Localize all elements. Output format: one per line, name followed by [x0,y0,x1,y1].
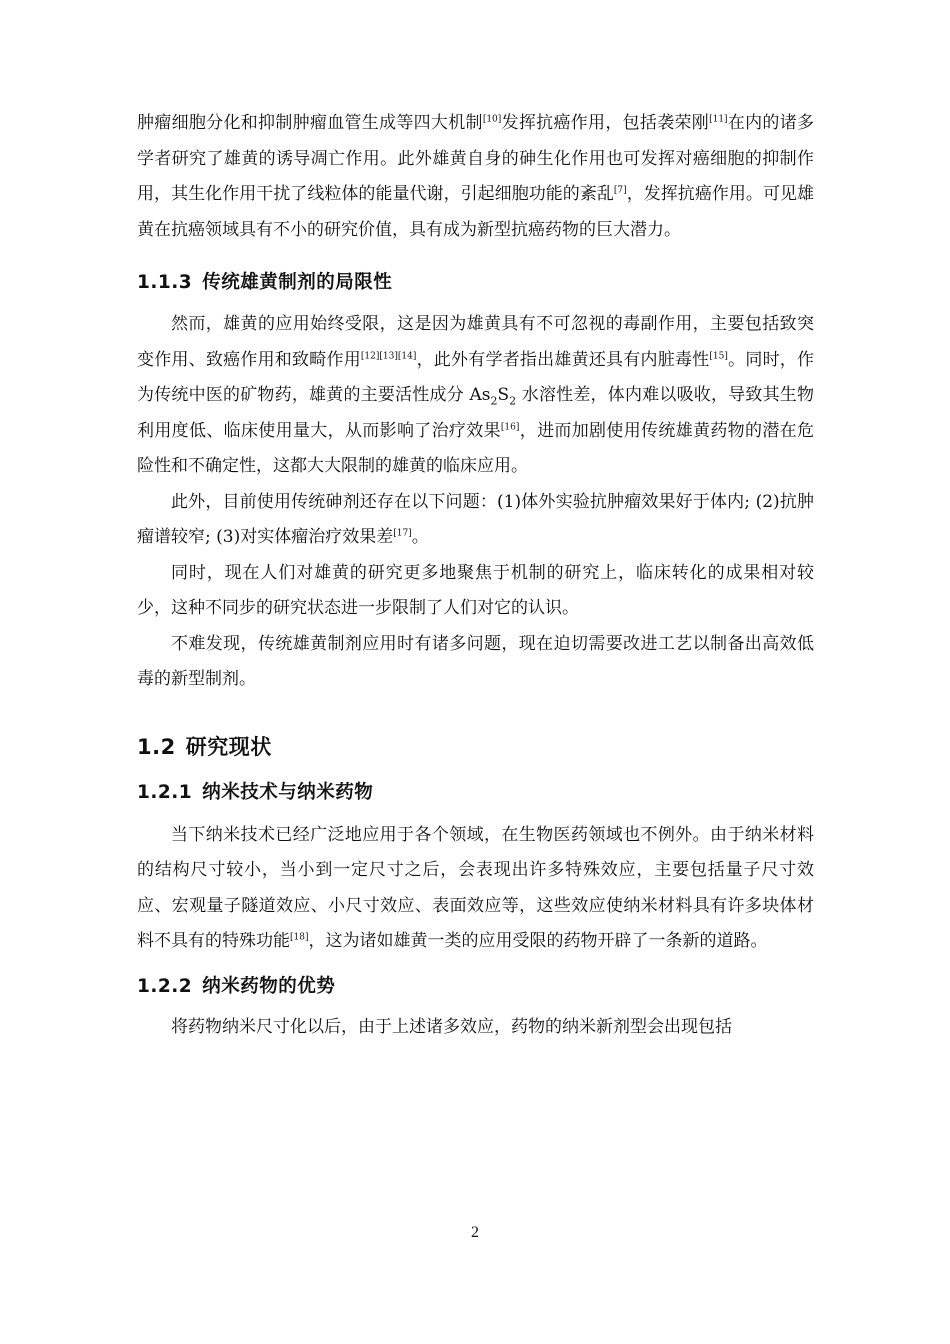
section-heading-1-1-3 [137,268,814,298]
section-number: 1.2 [137,734,176,759]
citation-ref: [17] [393,528,412,539]
citation-ref: [15] [709,350,728,361]
citation-ref: [10] [482,114,502,125]
paragraph-nano-advantages: 将药物纳米尺寸化以后，由于上述诸多效应，药物的纳米新剂型会出现包括 [171,1016,732,1037]
text-run: ，进而加剧使用传统雄黄药物的潜在危险性和不确定性，这都大大限制的雄黄的临床应用。 [137,420,815,476]
citation-ref: [12][13][14] [360,350,417,361]
text-run: 。同时，作为传统中医的矿物药，雄黄的主要活性成分 As [137,349,815,405]
citation-ref: [11] [709,114,728,125]
text-run: 此外，目前使用传统砷剂还存在以下问题：(1)体外实验抗肿瘤效果好于体内; (2)抗肿瘤谱较窄; (3)对实体瘤治疗效果差 [137,491,814,547]
section-number: 1.2.1 [137,781,193,803]
page-number: 2 [471,1224,479,1241]
text-run: S [497,385,510,405]
paragraph-research-status: 同时，现在人们对雄黄的研究更多地聚焦于机制的研究上，临床转化的成果相对较少，这种不同步的研究状态进一步限制了人们对它的认识。 [137,562,814,618]
subscript: 2 [490,394,498,408]
page-content [137,106,814,1045]
section-title: 纳米药物的优势 [202,975,336,997]
text-run: ，此外有学者指出雄黄还具有内脏毒性 [416,349,710,370]
text-run: 当下纳米技术已经广泛地应用于各个领域，在生物医药领域也不例外。由于纳米材料的结构尺寸较小，当小到一定尺寸之后，会表现出许多特殊效应，主要包括量子尺寸效应、宏观量子隧道效应、小尺寸效应、表面效应等，这些效应使纳米材料具有许多块体材料不具有的特殊功能 [137,824,814,951]
section-heading-1-2 [137,732,814,762]
paragraph-anticancer-mechanism [137,106,814,248]
text-run: 水溶性差，体内难以吸收，导致其生物利用度低、临床使用量大，从而影响了治疗效果 [137,385,815,441]
citation-ref: [7] [613,185,627,196]
section-title: 传统雄黄制剂的局限性 [202,272,393,293]
section-number: 1.2.2 [137,975,193,997]
paragraph-arsenic-problems [137,485,814,556]
citation-ref: [16] [500,421,520,432]
section-heading-1-2-2 [137,972,814,1002]
section-heading-1-2-1 [137,778,814,808]
section-title: 纳米技术与纳米药物 [202,781,374,803]
text-run: ，这为诸如雄黄一类的应用受限的药物开辟了一条新的道路。 [308,931,768,951]
section-title: 研究现状 [185,734,272,759]
text-run: 肿瘤细胞分化和抑制肿瘤血管生成等四大机制 [137,113,483,133]
text-run: 。 [411,527,429,547]
text-run: 在内的诸多学者研究了雄黄的诱导凋亡作用。此外雄黄自身的砷生化作用也可发挥对癌细胞的抑制作用，其生化作用干扰了线粒体的能量代谢，引起细胞功能的紊乱 [137,113,815,204]
section-number: 1.1.3 [137,272,193,293]
paragraph-nanotech [137,818,814,960]
paragraph-limitations [137,307,814,485]
citation-ref: [18] [290,932,309,943]
text-run: 然而，雄黄的应用始终受限，这是因为雄黄具有不可忽视的毒副作用，主要包括致突变作用、致癌作用和致畸作用 [137,314,814,370]
subscript: 2 [509,394,517,408]
text-run: ，发挥抗癌作用。可见雄黄在抗癌领域具有不小的研究价值，具有成为新型抗癌药物的巨大潜力。 [137,184,815,240]
paragraph-conclusion: 不难发现，传统雄黄制剂应用时有诸多问题，现在迫切需要改进工艺以制备出高效低毒的新型制剂。 [137,633,814,689]
text-run: 发挥抗癌作用，包括袭荣刚 [501,113,710,133]
